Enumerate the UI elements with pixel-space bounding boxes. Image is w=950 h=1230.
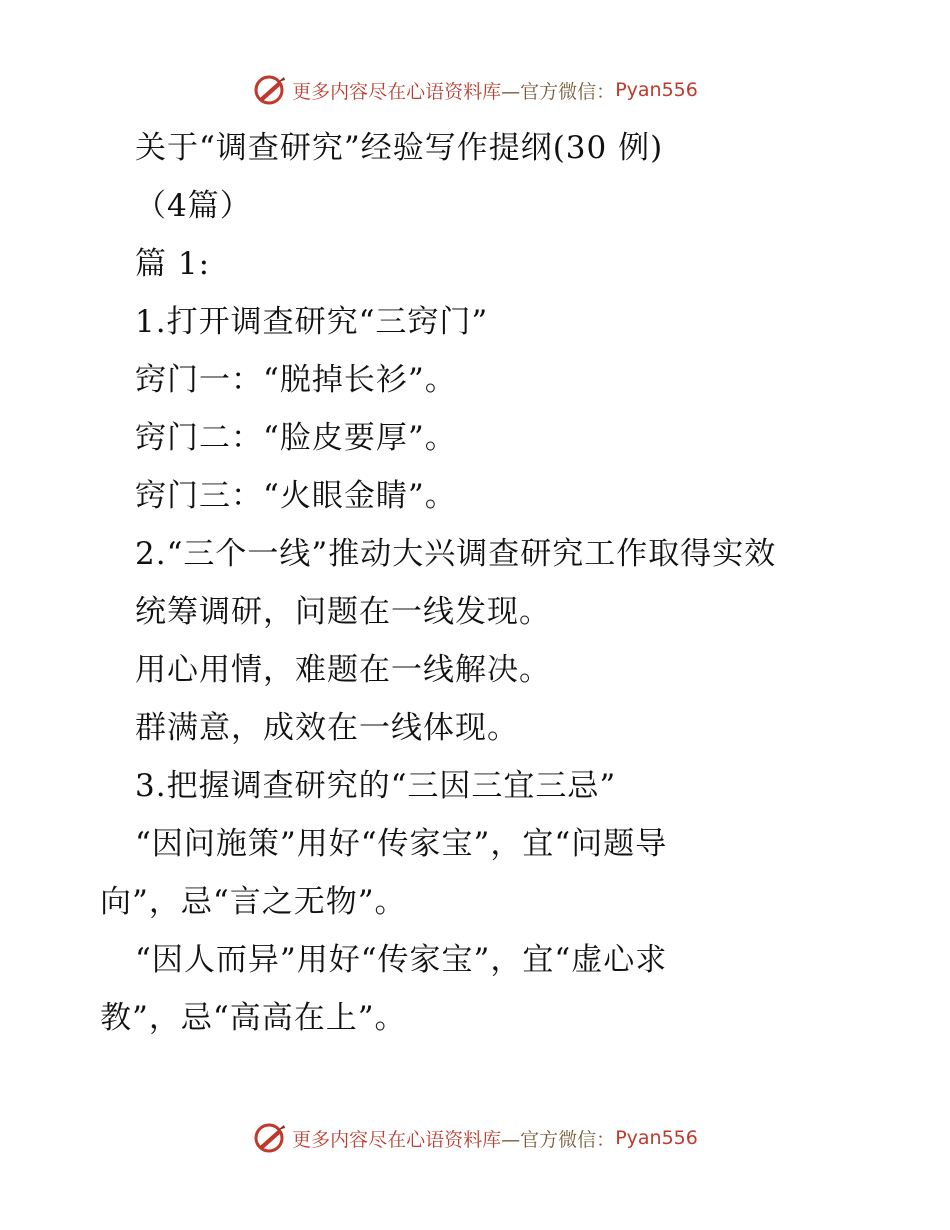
header-banner <box>0 74 950 106</box>
banner-dash-text: —官方微信： <box>501 80 616 103</box>
text-line: “因人而异”用好“传家宝”，宜“虚心求 <box>135 942 668 978</box>
text-line: 统筹调研，问题在一线发现。 <box>135 594 551 630</box>
footer-banner <box>0 1122 950 1154</box>
banner-text: 更多内容尽在心语资料库 <box>292 1128 502 1151</box>
banner-wechat-id: Pyan556 <box>615 79 698 101</box>
document-body <box>0 122 950 1050</box>
text-line: “因问施策”用好“传家宝”，宜“问题导 <box>135 826 668 862</box>
text-line: 教”，忌“高高在上”。 <box>100 1000 407 1036</box>
document-title: 关于“调查研究”经验写作提纲(30 例) <box>135 130 664 166</box>
text-line: 窍门一：“脱掉长衫”。 <box>135 362 457 398</box>
text-line: 群满意，成效在一线体现。 <box>135 710 519 746</box>
banner-wechat-id: Pyan556 <box>615 1127 698 1149</box>
item-heading: 1.打开调查研究“三窍门” <box>135 304 489 340</box>
text-line: 向”，忌“言之无物”。 <box>100 884 407 920</box>
item-heading: 3.把握调查研究的“三因三宜三忌” <box>135 768 617 804</box>
text-line: 窍门二：“脸皮要厚”。 <box>135 420 457 456</box>
pen-logo-icon <box>252 74 288 106</box>
section-heading: 篇 1: <box>135 246 211 282</box>
banner-text: 更多内容尽在心语资料库 <box>292 80 502 103</box>
text-line: 用心用情，难题在一线解决。 <box>135 652 551 688</box>
document-subtitle: （4篇） <box>135 188 252 224</box>
banner-dash-text: —官方微信： <box>501 1128 616 1151</box>
item-heading: 2.“三个一线”推动大兴调查研究工作取得实效 <box>135 536 777 572</box>
pen-logo-icon <box>252 1122 288 1154</box>
text-line: 窍门三：“火眼金睛”。 <box>135 478 457 514</box>
